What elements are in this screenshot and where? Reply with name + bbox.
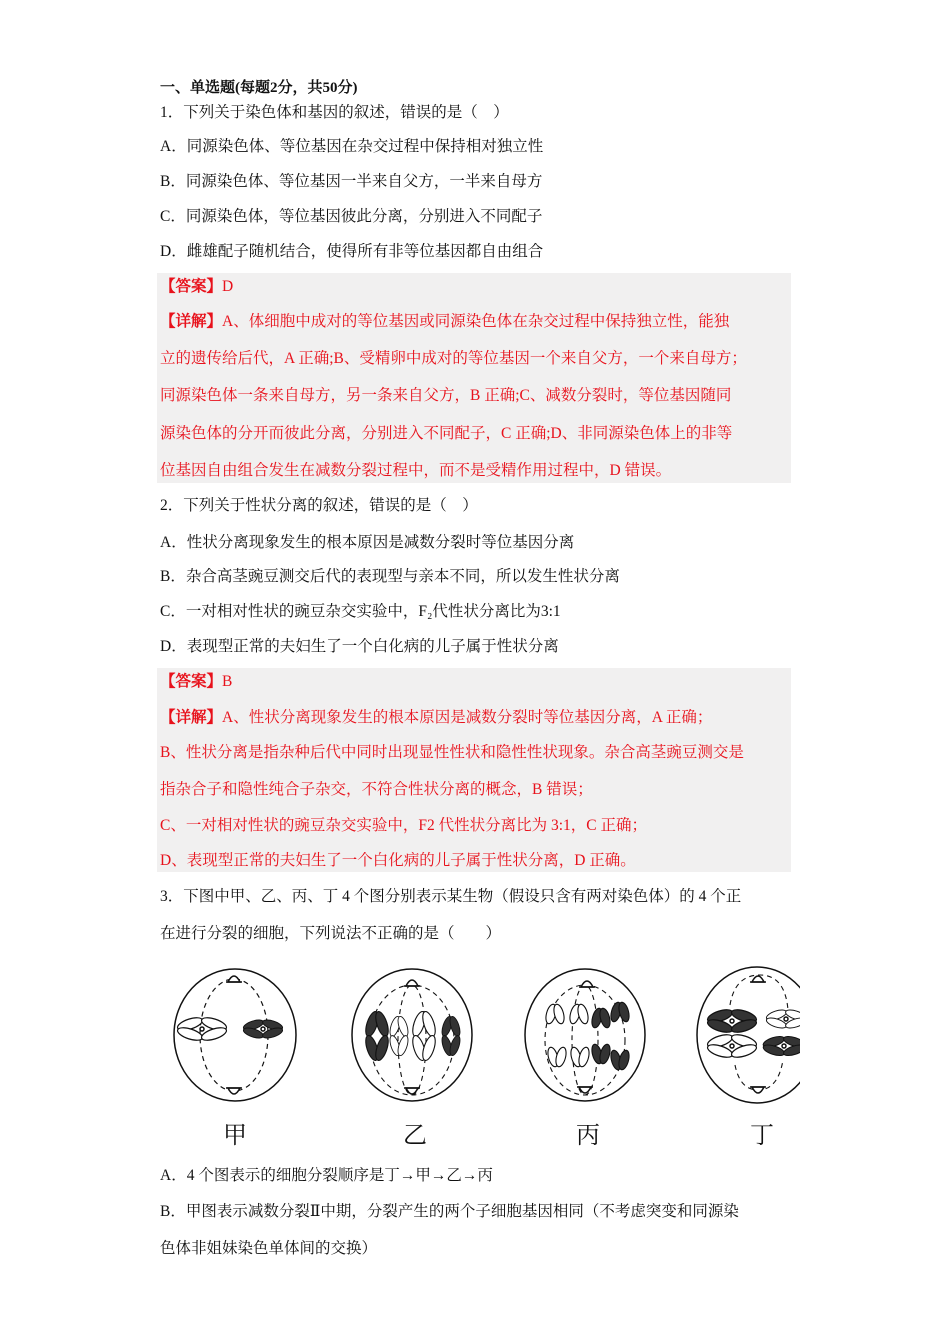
figure-label-jia: 甲 [223, 1121, 247, 1149]
question-1-explanation-line-1 [160, 312, 729, 332]
question-3-option-b: B．甲图表示减数分裂Ⅱ中期，分裂产生的两个子细胞基因相同（不考虑突变和同源染 [160, 1203, 739, 1220]
question-2-stem: 2．下列关于性状分离的叙述，错误的是（ ） [160, 497, 478, 514]
question-2-answer [160, 672, 232, 692]
question-3-stem-line-1: 3．下图中甲、乙、丙、丁 4 个图分别表示某生物（假设只含有两对染色体）的 4 个正 [160, 888, 742, 905]
question-1-option-c: C．同源染色体，等位基因彼此分离，分别进入不同配子 [160, 208, 543, 225]
cell-jia [174, 969, 296, 1101]
question-2-option-d: D．表现型正常的夫妇生了一个白化病的儿子属于性状分离 [160, 638, 559, 655]
answer-value: D [222, 278, 234, 295]
question-3-stem-line-2: 在进行分裂的细胞，下列说法不正确的是（ ） [160, 925, 502, 942]
explanation-text: A、性状分离现象发生的根本原因是减数分裂时等位基因分离，A 正确； [222, 709, 713, 726]
question-2-option-c: C．一对相对性状的豌豆杂交实验中，F₂代性状分离比为3:1 [160, 603, 561, 620]
question-3-option-b-cont: 色体非姐妹染色单体间的交换） [160, 1240, 378, 1257]
question-2-explanation-line-4: C、一对相对性状的豌豆杂交实验中，F2 代性状分离比为 3:1，C 正确； [160, 817, 647, 834]
question-1-stem: 1．下列关于染色体和基因的叙述，错误的是（ ） [160, 104, 509, 121]
question-1-option-b: B．同源染色体、等位基因一半来自父方，一半来自母方 [160, 173, 543, 190]
cell-division-figure [160, 960, 800, 1150]
question-1-explanation-line-4: 源染色体的分开而彼此分离，分别进入不同配子，C 正确;D、非同源染色体上的非等 [160, 425, 733, 442]
question-1-answer-box [157, 273, 791, 483]
question-1-explanation-line-2: 立的遗传给后代，A 正确;B、受精卵中成对的等位基因一个来自父方，一个来自母方； [160, 350, 747, 367]
section-title: 一、单选题(每题2分，共50分) [160, 80, 358, 96]
cell-yi [352, 969, 472, 1101]
cell-bing [525, 969, 645, 1101]
question-2-option-a: A．性状分离现象发生的根本原因是减数分裂时等位基因分离 [160, 534, 575, 551]
question-3-option-a: A．4 个图表示的细胞分裂顺序是丁→甲→乙→丙 [160, 1167, 493, 1184]
question-2-explanation-line-2: B、性状分离是指杂种后代中同时出现显性性状和隐性性状现象。杂合高茎豌豆测交是 [160, 744, 744, 761]
figure-label-bing: 丙 [576, 1121, 600, 1149]
explanation-label: 【详解】 [160, 313, 223, 330]
question-1-option-a: A．同源染色体、等位基因在杂交过程中保持相对独立性 [160, 138, 544, 155]
question-1-answer [160, 277, 233, 297]
question-2-option-b: B．杂合高茎豌豆测交后代的表现型与亲本不同，所以发生性状分离 [160, 568, 620, 585]
cell-ding [697, 967, 800, 1103]
explanation-label: 【详解】 [160, 709, 223, 726]
answer-label: 【答案】 [160, 673, 223, 690]
question-2-explanation-line-1 [160, 708, 712, 728]
question-1-explanation-line-5: 位基因自由组合发生在减数分裂过程中，而不是受精作用过程中，D 错误。 [160, 462, 672, 479]
figure-label-ding: 丁 [750, 1121, 774, 1149]
question-1-explanation-line-3: 同源染色体一条来自母方，另一条来自父方，B 正确;C、减数分裂时，等位基因随同 [160, 387, 732, 404]
answer-label: 【答案】 [160, 278, 223, 295]
question-2-answer-box [157, 668, 791, 872]
question-1-option-d: D．雌雄配子随机结合，使得所有非等位基因都自由组合 [160, 243, 544, 260]
figure-label-yi: 乙 [403, 1121, 427, 1149]
question-2-explanation-line-3: 指杂合子和隐性纯合子杂交，不符合性状分离的概念，B 错误； [160, 781, 593, 798]
answer-value: B [222, 673, 233, 690]
explanation-text: A、体细胞中成对的等位基因或同源染色体在杂交过程中保持独立性，能独 [222, 313, 730, 330]
question-2-explanation-line-5: D、表现型正常的夫妇生了一个白化病的儿子属于性状分离，D 正确。 [160, 852, 636, 869]
